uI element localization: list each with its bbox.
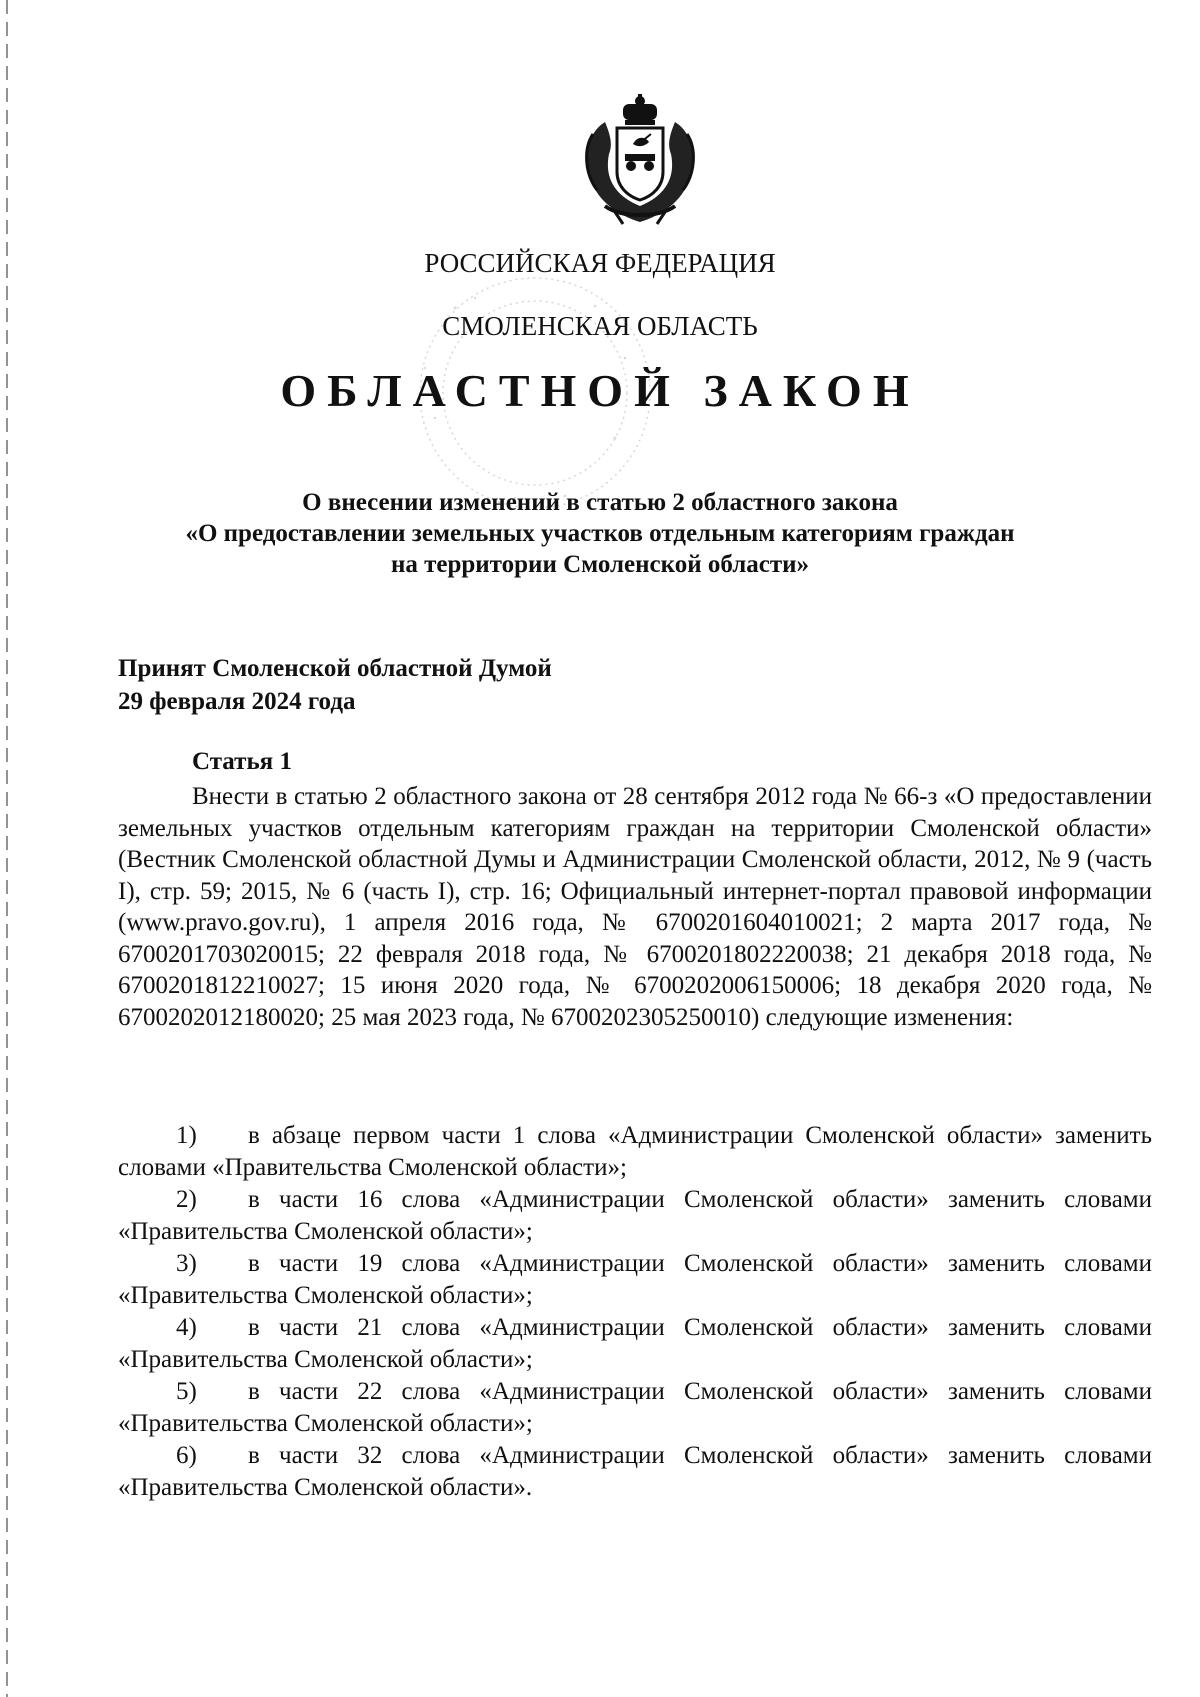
article-heading: Статья 1 xyxy=(192,748,292,775)
item-number: 3) xyxy=(176,1250,197,1277)
amendment-item xyxy=(118,1440,1152,1503)
item-text: в абзаце первом части 1 слова «Администрации Смоленской области» заменить словами «Правительства Смоленской области»; xyxy=(118,1122,1152,1181)
document-type-title: ОБЛАСТНОЙ ЗАКОН xyxy=(280,365,920,416)
amendment-item xyxy=(118,1184,1152,1247)
amendment-item xyxy=(118,1312,1152,1375)
law-subject xyxy=(0,487,1200,580)
adoption-body: Принят Смоленской областной Думой xyxy=(118,655,552,682)
item-text: в части 32 слова «Администрации Смоленской области» заменить словами «Правительства Смоленской области». xyxy=(118,1442,1152,1501)
federation-heading: РОССИЙСКАЯ ФЕДЕРАЦИЯ xyxy=(424,248,776,278)
item-number: 5) xyxy=(176,1378,197,1405)
article-intro-paragraph: Внести в статью 2 областного закона от 28 сентября 2012 года № 66-з «О предоставлении земельных участков отдельным категориям граждан на территории Смоленской области» (Вестник Смоленской областной Думы и Администрации Смоленской области, 2012, № 9 (часть I), стр. 59; 2015, № 6 (часть I), стр. 16; Официальный интернет-портал правовой информации (www.pravo.gov.ru), 1 апреля 2016 года, № 6700201604010021; 2 марта 2017 года, № 6700201703020015; 22 февраля 2018 года, № 6700201802220038; 21 декабря 2018 года, № 6700201812210027; 15 июня 2020 года, № 6700202006150006; 18 декабря 2020 года, № 6700202012180020; 25 мая 2023 года, № 6700202305250010) следующие изменения: xyxy=(118,783,1152,1031)
item-number: 2) xyxy=(176,1186,197,1213)
amendment-item xyxy=(118,1248,1152,1311)
adoption-date: 29 февраля 2024 года xyxy=(118,688,356,715)
adoption-info xyxy=(118,652,552,718)
region-heading: СМОЛЕНСКАЯ ОБЛАСТЬ xyxy=(442,311,758,341)
law-subject-line: «О предоставлении земельных участков отдельным категориям граждан xyxy=(185,520,1015,547)
law-subject-line: О внесении изменений в статью 2 областного закона xyxy=(302,489,898,516)
item-number: 6) xyxy=(176,1442,197,1469)
item-text: в части 16 слова «Администрации Смоленской области» заменить словами «Правительства Смоленской области»; xyxy=(118,1186,1152,1245)
item-number: 1) xyxy=(176,1122,197,1149)
amendment-item xyxy=(118,1376,1152,1439)
item-text: в части 22 слова «Администрации Смоленской области» заменить словами «Правительства Смоленской области»; xyxy=(118,1378,1152,1437)
amendment-item xyxy=(118,1120,1152,1183)
coat-of-arms-icon xyxy=(575,94,705,226)
law-subject-line: на территории Смоленской области» xyxy=(390,551,810,578)
item-text: в части 19 слова «Администрации Смоленской области» заменить словами «Правительства Смоленской области»; xyxy=(118,1250,1152,1309)
item-number: 4) xyxy=(176,1314,197,1341)
item-text: в части 21 слова «Администрации Смоленской области» заменить словами «Правительства Смоленской области»; xyxy=(118,1314,1152,1373)
